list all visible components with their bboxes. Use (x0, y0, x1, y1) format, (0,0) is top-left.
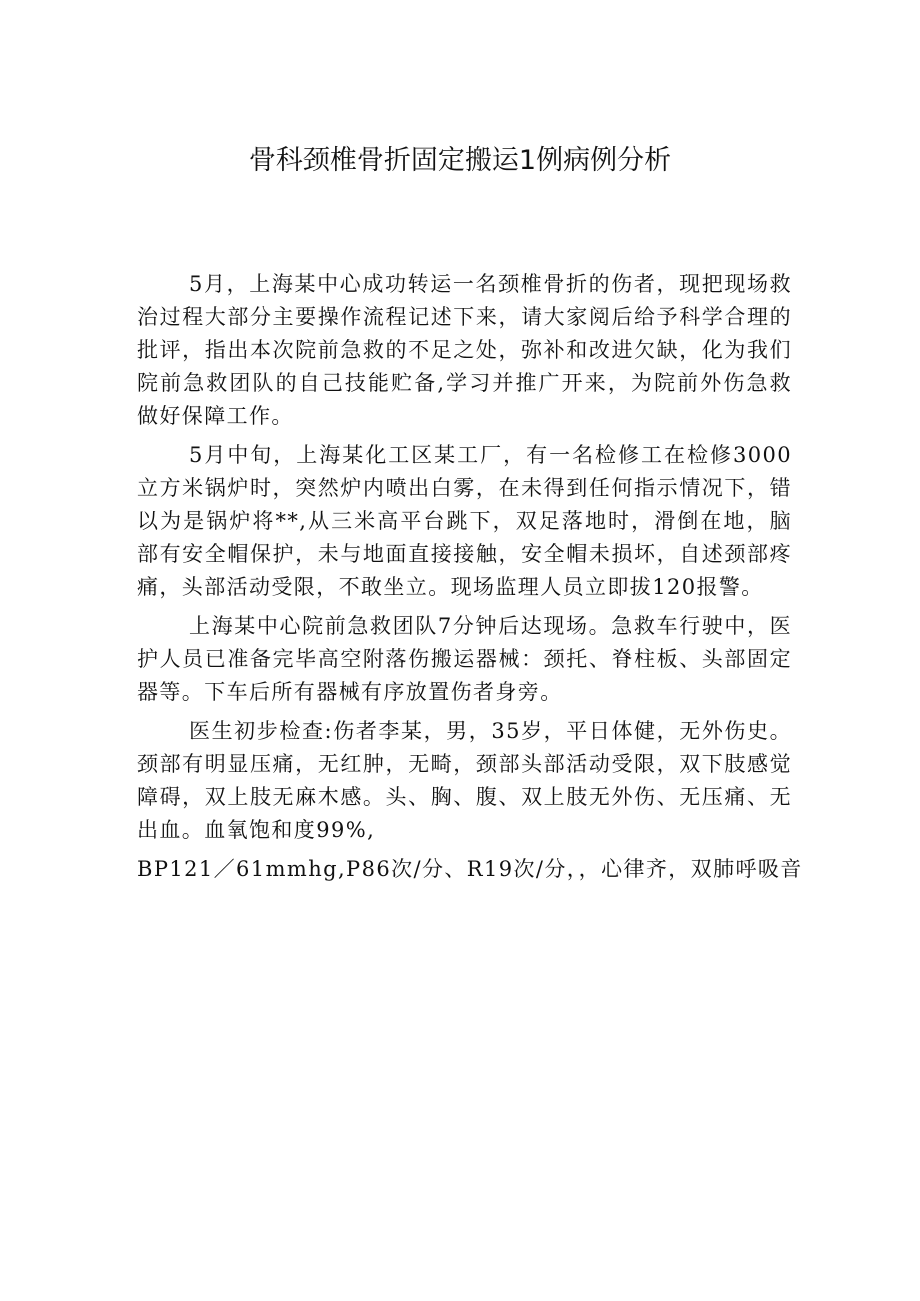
paragraph-2: 5月中旬，上海某化工区某工厂，有一名检修工在检修3000立方米锅炉时，突然炉内喷出白雾，在未得到任何指示情况下，错以为是锅炉将**,从三米高平台跳下，双足落地时，滑倒在地，脑部有安全帽保护，未与地面直接接触，安全帽未损坏，自述颈部疼痛，头部活动受限，不敢坐立。现场监理人员立即拔120报警。 (137, 443, 792, 599)
document-title: 骨科颈椎骨折固定搬运1例病例分析 (248, 145, 672, 176)
vitals-line: BP121／61mmhg,P86次/分、R19次/分，，心律齐，双肺呼吸音 (137, 857, 803, 881)
document-body (137, 268, 803, 886)
paragraph-3: 上海某中心院前急救团队7分钟后达现场。急救车行驶中，医护人员已准备完毕高空附落伤搬运器械：颈托、脊柱板、头部固定器等。下车后所有器械有序放置伤者身旁。 (137, 614, 792, 704)
paragraph-4: 医生初步检查:伤者李某，男，35岁，平日体健，无外伤史。颈部有明显压痛，无红肿，无畸，颈部头部活动受限，双下肢感觉障碍，双上肢无麻木感。头、胸、腹、双上肢无外伤、无压痛、无出血。血氧饱和度99%, (137, 719, 792, 842)
paragraph-1: 5月，上海某中心成功转运一名颈椎骨折的伤者，现把现场救治过程大部分主要操作流程记述下来，请大家阅后给予科学合理的批评，指出本次院前急救的不足之处，弥补和改进欠缺，化为我们院前急救团队的自己技能贮备,学习并推广开来，为院前外伤急救做好保障工作。 (137, 272, 792, 428)
